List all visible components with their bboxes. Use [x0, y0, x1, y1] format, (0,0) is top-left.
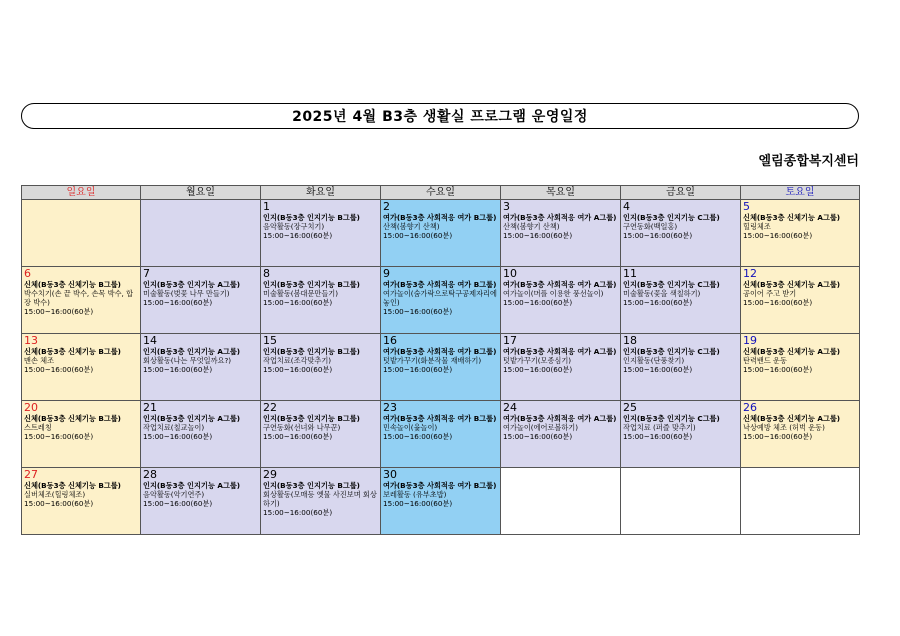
program-name: 인지(B동3층 인지기능 B그룹): [263, 414, 360, 423]
day-number: [22, 200, 140, 213]
week-row: [22, 200, 860, 267]
activity-text: 미술활동(꽃을 색칠하기): [623, 289, 701, 298]
calendar-cell: [141, 267, 261, 334]
activity-text: 구연동화(백일홍): [623, 222, 678, 231]
day-number: 6: [24, 267, 31, 280]
activity-text: 공이어 주고 받기: [743, 289, 797, 298]
day-number: 2: [383, 200, 390, 213]
day-number: 19: [743, 334, 757, 347]
program-name: 인지(B동3층 인지기능 A그룹): [143, 414, 241, 423]
program-name: 신체(B동3층 신체기능 A그룹): [743, 414, 841, 423]
time-text: 15:00~16:00(60분): [383, 307, 453, 316]
activity-text: 보레활동 (유부초밥): [383, 490, 447, 499]
calendar-cell: [141, 401, 261, 468]
time-text: 15:00~16:00(60분): [743, 432, 813, 441]
weekday-sunday: 일요일: [22, 186, 141, 200]
activity-text: 인지활동(단풍찾기): [623, 356, 685, 365]
activity-text: 회상활동(나는 무엇일까요?): [143, 356, 232, 365]
activity-text: 음악활동(장구치기): [263, 222, 325, 231]
activity-text: 박수치기(손 끝 박수, 손목 박수, 합장 박수): [24, 289, 134, 307]
calendar-cell: [501, 267, 621, 334]
program-name: 여가(B동3층 사회적응 여가 B그룹): [383, 280, 497, 289]
activity-text: 산책(봄향기 산책): [383, 222, 440, 231]
program-name: 인지(B동3층 인지기능 B그룹): [263, 280, 360, 289]
time-text: 15:00~16:00(60분): [623, 298, 693, 307]
program-name: 인지(B동3층 인지기능 C그룹): [623, 213, 720, 222]
program-name: 신체(B동3층 신체기능 A그룹): [743, 280, 841, 289]
activity-text: 텃밭가꾸기(모종심기): [503, 356, 572, 365]
day-number: 21: [143, 401, 157, 414]
calendar-cell: [261, 401, 381, 468]
day-number: 18: [623, 334, 637, 347]
calendar-cell: [381, 267, 501, 334]
activity-text: 여가놀이(숨가락으로탁구공제자리에놓인): [383, 289, 497, 307]
day-number: 20: [24, 401, 38, 414]
weekday-friday: 금요일: [621, 186, 741, 200]
program-name: 여가(B동3층 사회적응 여가 A그룹): [503, 213, 617, 222]
day-number: 27: [24, 468, 38, 481]
program-name: 인지(B동3층 인지기능 A그룹): [143, 280, 241, 289]
day-number: 22: [263, 401, 277, 414]
week-row: [22, 334, 860, 401]
day-number: 17: [503, 334, 517, 347]
program-name: 신체(B동3층 신체기능 A그룹): [743, 347, 841, 356]
time-text: 15:00~16:00(60분): [24, 499, 94, 508]
time-text: 15:00~16:00(60분): [743, 365, 813, 374]
organization-name: 엘림종합복지센터: [758, 154, 859, 169]
calendar-cell: [501, 334, 621, 401]
time-text: 15:00~16:00(60분): [383, 231, 453, 240]
day-number: 16: [383, 334, 397, 347]
day-number: [501, 468, 620, 481]
calendar-cell: [381, 468, 501, 535]
time-text: 15:00~16:00(60분): [263, 508, 333, 517]
calendar-cell: [261, 267, 381, 334]
program-name: 인지(B동3층 인지기능 A그룹): [143, 481, 241, 490]
time-text: 15:00~16:00(60분): [503, 298, 573, 307]
weekday-saturday: 토요일: [741, 186, 860, 200]
calendar-cell: [621, 401, 741, 468]
day-number: 4: [623, 200, 630, 213]
weekday-monday: 월요일: [141, 186, 261, 200]
program-name: 인지(B동3층 인지기능 C그룹): [623, 414, 720, 423]
program-name: 여가(B동3층 사회적응 여가 A그룹): [503, 347, 617, 356]
time-text: 15:00~16:00(60분): [503, 432, 573, 441]
activity-text: 여가놀이(에어로볼하기): [503, 423, 579, 432]
program-name: 인지(B동3층 인지기능 C그룹): [623, 280, 720, 289]
weekday-tuesday: 화요일: [261, 186, 381, 200]
time-text: 15:00~16:00(60분): [623, 432, 693, 441]
time-text: 15:00~16:00(60분): [263, 298, 333, 307]
day-number: 29: [263, 468, 277, 481]
calendar-cell-empty: [501, 468, 621, 535]
calendar-cell: [381, 401, 501, 468]
day-number: 24: [503, 401, 517, 414]
page-title: 2025년 4월 B3층 생활실 프로그램 운영일정: [21, 103, 859, 129]
program-name: 인지(B동3층 인지기능 B그룹): [263, 213, 360, 222]
program-name: 인지(B동3층 인지기능 B그룹): [263, 347, 360, 356]
activity-text: 미술활동(벚꽃 나무 만들기): [143, 289, 230, 298]
activity-text: 민속놀이(윷놀이): [383, 423, 438, 432]
time-text: 15:00~16:00(60분): [743, 231, 813, 240]
time-text: 15:00~16:00(60분): [623, 231, 693, 240]
time-text: 15:00~16:00(60분): [263, 365, 333, 374]
calendar-cell: [621, 200, 741, 267]
week-row: [22, 468, 860, 535]
calendar-cell: [741, 334, 860, 401]
time-text: 15:00~16:00(60분): [143, 432, 213, 441]
activity-text: 작업치료 (퍼즐 맞추기): [623, 423, 696, 432]
day-number: 1: [263, 200, 270, 213]
calendar-cell: [501, 401, 621, 468]
day-number: 23: [383, 401, 397, 414]
calendar-cell: [22, 468, 141, 535]
program-name: 여가(B동3층 사회적응 여가 B그룹): [383, 414, 497, 423]
week-row: [22, 267, 860, 334]
activity-text: 작업치료(조각맞추기): [263, 356, 332, 365]
time-text: 15:00~16:00(60분): [383, 432, 453, 441]
time-text: 15:00~16:00(60분): [143, 499, 213, 508]
program-name: 신체(B동3층 신체기능 A그룹): [743, 213, 841, 222]
calendar-cell: [141, 334, 261, 401]
day-number: 15: [263, 334, 277, 347]
calendar-cell-empty: [22, 200, 141, 267]
day-number: 7: [143, 267, 150, 280]
program-name: 신체(B동3층 신체기능 B그룹): [24, 347, 121, 356]
time-text: 15:00~16:00(60분): [383, 365, 453, 374]
time-text: 15:00~16:00(60분): [383, 499, 453, 508]
day-number: 26: [743, 401, 757, 414]
calendar-cell: [261, 334, 381, 401]
weekday-header-row: [22, 186, 860, 200]
program-name: 신체(B동3층 신체기능 B그룹): [24, 414, 121, 423]
day-number: 25: [623, 401, 637, 414]
calendar-cell: [621, 267, 741, 334]
program-name: 여가(B동3층 사회적응 여가 B그룹): [383, 347, 497, 356]
program-name: 인지(B동3층 인지기능 B그룹): [263, 481, 360, 490]
time-text: 15:00~16:00(60분): [503, 231, 573, 240]
calendar-cell: [741, 200, 860, 267]
activity-text: 미술활동(봄대문만들기): [263, 289, 339, 298]
calendar-cell: [741, 267, 860, 334]
calendar-cell: [141, 468, 261, 535]
calendar-cell: [741, 401, 860, 468]
calendar-cell: [261, 200, 381, 267]
program-name: 신체(B동3층 신체기능 B그룹): [24, 280, 121, 289]
activity-text: 구연동화(선녀와 나무꾼): [263, 423, 341, 432]
calendar-cell-empty: [741, 468, 860, 535]
time-text: 15:00~16:00(60분): [263, 432, 333, 441]
activity-text: 낙상예방 체조 (허벅 운동): [743, 423, 825, 432]
activity-text: 여가놀이(머플 이용한 풍선놀이): [503, 289, 604, 298]
calendar-cell-empty: [621, 468, 741, 535]
weekday-thursday: 목요일: [501, 186, 621, 200]
day-number: 11: [623, 267, 637, 280]
day-number: [141, 200, 260, 213]
day-number: 30: [383, 468, 397, 481]
day-number: 10: [503, 267, 517, 280]
calendar-cell-empty: [141, 200, 261, 267]
day-number: 13: [24, 334, 38, 347]
calendar-body: [22, 200, 860, 535]
program-name: 인지(B동3층 인지기능 A그룹): [143, 347, 241, 356]
program-name: 여가(B동3층 사회적응 여가 B그룹): [383, 213, 497, 222]
program-name: 신체(B동3층 신체기능 B그룹): [24, 481, 121, 490]
calendar-table: [21, 185, 860, 535]
day-number: 8: [263, 267, 270, 280]
activity-text: 작업치료(칠교놀이): [143, 423, 205, 432]
calendar-cell: [621, 334, 741, 401]
program-name: 인지(B동3층 인지기능 C그룹): [623, 347, 720, 356]
activity-text: 음악활동(악기연주): [143, 490, 205, 499]
time-text: 15:00~16:00(60분): [24, 432, 94, 441]
time-text: 15:00~16:00(60분): [24, 307, 94, 316]
program-name: 여가(B동3층 사회적응 여가 A그룹): [503, 280, 617, 289]
calendar-cell: [22, 334, 141, 401]
day-number: 9: [383, 267, 390, 280]
week-row: [22, 401, 860, 468]
time-text: 15:00~16:00(60분): [263, 231, 333, 240]
activity-text: 텃밭가꾸기(화분작물 재배하기): [383, 356, 482, 365]
calendar-cell: [22, 401, 141, 468]
activity-text: 힐링체조: [743, 222, 771, 231]
time-text: 15:00~16:00(60분): [143, 365, 213, 374]
weekday-wednesday: 수요일: [381, 186, 501, 200]
day-number: 28: [143, 468, 157, 481]
calendar-cell: [381, 200, 501, 267]
calendar-cell: [501, 200, 621, 267]
activity-text: 회상활동(모매등 옛물 사진보며 회상하기): [263, 490, 377, 508]
program-name: 여가(B동3층 사회적응 여가 A그룹): [503, 414, 617, 423]
day-number: 14: [143, 334, 157, 347]
activity-text: 산책(봄향기 산책): [503, 222, 560, 231]
time-text: 15:00~16:00(60분): [143, 298, 213, 307]
time-text: 15:00~16:00(60분): [623, 365, 693, 374]
activity-text: 실버체조(힐링체조): [24, 490, 86, 499]
time-text: 15:00~16:00(60분): [743, 298, 813, 307]
activity-text: 맨손 체조: [24, 356, 55, 365]
time-text: 15:00~16:00(60분): [503, 365, 573, 374]
time-text: 15:00~16:00(60분): [24, 365, 94, 374]
activity-text: 탄력밴드 운동: [743, 356, 787, 365]
calendar-cell: [381, 334, 501, 401]
day-number: 12: [743, 267, 757, 280]
activity-text: 스트레칭: [24, 423, 52, 432]
program-name: 여가(B동3층 사회적응 여가 B그룹): [383, 481, 497, 490]
calendar-cell: [261, 468, 381, 535]
day-number: [741, 468, 859, 481]
day-number: [621, 468, 740, 481]
day-number: 5: [743, 200, 750, 213]
calendar-cell: [22, 267, 141, 334]
day-number: 3: [503, 200, 510, 213]
